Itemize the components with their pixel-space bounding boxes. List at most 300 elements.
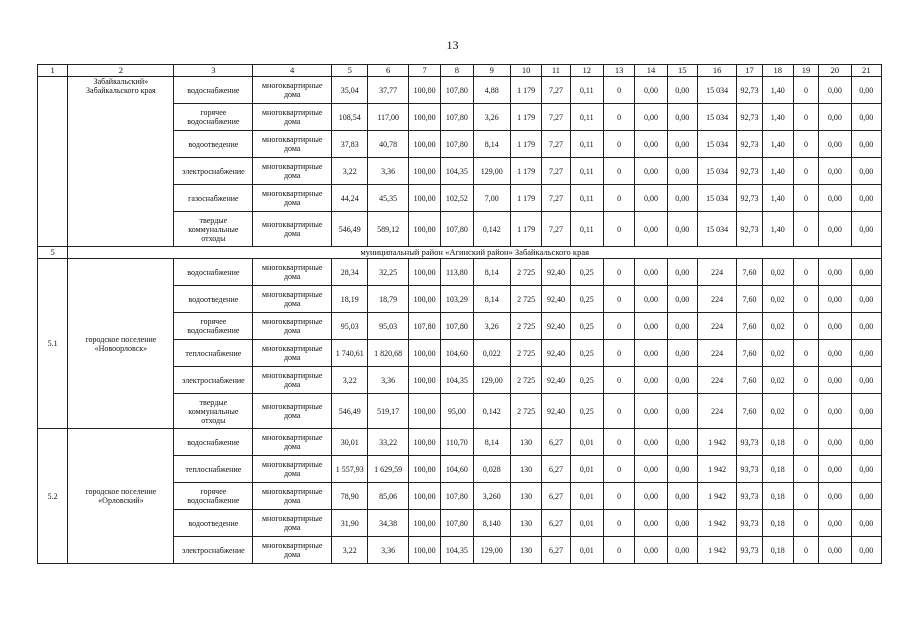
table-cell: 1,40 xyxy=(762,104,793,131)
table-cell: 0,00 xyxy=(851,483,881,510)
table-cell: 7,60 xyxy=(737,259,762,286)
table-cell: 0,00 xyxy=(635,456,667,483)
table-cell: 0,00 xyxy=(851,158,881,185)
table-cell: 104,60 xyxy=(441,456,473,483)
service-type: теплоснабжение xyxy=(174,456,253,483)
table-cell: 2 725 xyxy=(510,286,541,313)
consumer-category: многоквартирные дома xyxy=(253,77,332,104)
column-header: 13 xyxy=(603,65,634,77)
column-header: 17 xyxy=(737,65,762,77)
table-cell: 85,06 xyxy=(368,483,408,510)
service-type: водоотведение xyxy=(174,510,253,537)
table-cell: 0,00 xyxy=(667,483,697,510)
table-cell: 3,26 xyxy=(473,313,510,340)
table-cell: 0,00 xyxy=(667,394,697,429)
table-cell: 0,00 xyxy=(667,340,697,367)
table-cell: 6,27 xyxy=(542,429,570,456)
table-cell: 0 xyxy=(603,367,634,394)
table-cell: 0,02 xyxy=(762,313,793,340)
table-cell: 130 xyxy=(510,537,541,564)
table-cell: 7,60 xyxy=(737,313,762,340)
table-cell: 0 xyxy=(793,158,818,185)
table-cell: 100,00 xyxy=(408,158,440,185)
table-cell: 0,00 xyxy=(635,212,667,247)
table-cell: 0,00 xyxy=(851,259,881,286)
service-type: водоотведение xyxy=(174,286,253,313)
table-cell: 0 xyxy=(793,77,818,104)
table-cell: 0 xyxy=(793,185,818,212)
table-cell: 32,25 xyxy=(368,259,408,286)
service-type: горячее водоснабжение xyxy=(174,483,253,510)
table-cell: 7,27 xyxy=(542,158,570,185)
table-cell: 0 xyxy=(603,483,634,510)
table-cell: 0 xyxy=(793,131,818,158)
table-cell: 100,00 xyxy=(408,394,440,429)
table-cell: 0,18 xyxy=(762,510,793,537)
table-cell: 0,18 xyxy=(762,483,793,510)
table-cell: 0,00 xyxy=(851,131,881,158)
table-cell: 0 xyxy=(603,537,634,564)
table-cell: 2 725 xyxy=(510,313,541,340)
table-cell: 8,14 xyxy=(473,131,510,158)
table-cell: 6,27 xyxy=(542,510,570,537)
table-cell: 7,00 xyxy=(473,185,510,212)
service-type: электроснабжение xyxy=(174,158,253,185)
table-cell: 92,73 xyxy=(737,104,762,131)
table-cell: 0,022 xyxy=(473,340,510,367)
table-cell: 40,78 xyxy=(368,131,408,158)
table-cell: 28,34 xyxy=(332,259,368,286)
table-cell: 100,00 xyxy=(408,286,440,313)
table-cell: 8,14 xyxy=(473,259,510,286)
table-row xyxy=(38,429,882,456)
column-header-row xyxy=(38,65,882,77)
table-cell: 108,54 xyxy=(332,104,368,131)
table-cell: 0,11 xyxy=(570,131,603,158)
table-cell: 1 942 xyxy=(697,456,736,483)
table-cell: 100,00 xyxy=(408,537,440,564)
table-cell: 0,00 xyxy=(667,456,697,483)
table-cell: 0,25 xyxy=(570,286,603,313)
column-header: 9 xyxy=(473,65,510,77)
table-cell: 0,00 xyxy=(635,185,667,212)
table-body xyxy=(38,65,882,564)
table-cell: 0,00 xyxy=(819,483,851,510)
table-cell: 93,73 xyxy=(737,429,762,456)
table-cell: 0,00 xyxy=(851,429,881,456)
table-cell: 100,00 xyxy=(408,185,440,212)
table-cell: 37,83 xyxy=(332,131,368,158)
table-cell: 3,22 xyxy=(332,537,368,564)
service-type: твердые коммунальные отходы xyxy=(174,212,253,247)
table-cell: 100,00 xyxy=(408,212,440,247)
table-cell: 224 xyxy=(697,367,736,394)
table-cell: 0,02 xyxy=(762,286,793,313)
table-cell: 104,35 xyxy=(441,367,473,394)
table-cell: 0,11 xyxy=(570,77,603,104)
table-cell: 104,35 xyxy=(441,158,473,185)
table-cell: 0,00 xyxy=(819,313,851,340)
table-cell: 7,27 xyxy=(542,104,570,131)
table-cell: 0,00 xyxy=(667,313,697,340)
table-cell: 30,01 xyxy=(332,429,368,456)
table-cell: 0,25 xyxy=(570,394,603,429)
table-cell: 0 xyxy=(793,456,818,483)
table-cell: 0,00 xyxy=(819,510,851,537)
table-cell: 0,00 xyxy=(635,313,667,340)
table-cell: 0 xyxy=(603,131,634,158)
table-cell: 15 034 xyxy=(697,212,736,247)
table-cell: 0,142 xyxy=(473,212,510,247)
table-cell: 129,00 xyxy=(473,158,510,185)
table-cell: 0 xyxy=(603,77,634,104)
table-cell: 0,00 xyxy=(667,77,697,104)
column-header: 15 xyxy=(667,65,697,77)
consumer-category: многоквартирные дома xyxy=(253,104,332,131)
table-cell: 78,90 xyxy=(332,483,368,510)
column-header: 5 xyxy=(332,65,368,77)
table-cell: 92,40 xyxy=(542,286,570,313)
table-cell: 0,00 xyxy=(635,340,667,367)
table-cell: 0 xyxy=(793,429,818,456)
table-cell: 103,29 xyxy=(441,286,473,313)
table-cell: 0,00 xyxy=(635,259,667,286)
table-cell: 546,49 xyxy=(332,212,368,247)
table-cell: 7,60 xyxy=(737,286,762,313)
table-cell: 0,00 xyxy=(667,158,697,185)
table-cell: 107,80 xyxy=(408,313,440,340)
table-cell: 0,00 xyxy=(667,104,697,131)
table-cell: 100,00 xyxy=(408,77,440,104)
table-cell: 0 xyxy=(793,212,818,247)
table-cell: 129,00 xyxy=(473,537,510,564)
table-cell: 0,028 xyxy=(473,456,510,483)
service-type: твердые коммунальные отходы xyxy=(174,394,253,429)
table-cell: 92,73 xyxy=(737,212,762,247)
table-cell: 1,40 xyxy=(762,77,793,104)
table-cell: 92,40 xyxy=(542,367,570,394)
table-cell: 92,40 xyxy=(542,340,570,367)
table-cell: 0,00 xyxy=(819,104,851,131)
service-type: горячее водоснабжение xyxy=(174,104,253,131)
table-cell: 0 xyxy=(793,286,818,313)
table-cell: 0,142 xyxy=(473,394,510,429)
consumer-category: многоквартирные дома xyxy=(253,483,332,510)
table-cell: 0 xyxy=(793,313,818,340)
table-cell: 0,00 xyxy=(635,131,667,158)
table-cell: 0,00 xyxy=(667,131,697,158)
table-cell: 93,73 xyxy=(737,537,762,564)
table-cell: 0,00 xyxy=(667,510,697,537)
table-cell: 3,22 xyxy=(332,158,368,185)
consumer-category: многоквартирные дома xyxy=(253,367,332,394)
table-cell: 1 942 xyxy=(697,483,736,510)
table-cell: 2 725 xyxy=(510,259,541,286)
table-cell: 31,90 xyxy=(332,510,368,537)
table-cell: 3,260 xyxy=(473,483,510,510)
table-cell: 0,00 xyxy=(635,394,667,429)
table-cell: 0,00 xyxy=(635,367,667,394)
table-cell: 0,18 xyxy=(762,456,793,483)
table-cell: 7,60 xyxy=(737,394,762,429)
table-cell: 7,60 xyxy=(737,367,762,394)
table-cell: 95,03 xyxy=(332,313,368,340)
table-cell: 104,35 xyxy=(441,537,473,564)
table-cell: 0,00 xyxy=(851,537,881,564)
table-cell: 0,18 xyxy=(762,537,793,564)
table-cell: 0,00 xyxy=(851,212,881,247)
table-cell: 0 xyxy=(793,510,818,537)
table-cell: 0 xyxy=(603,286,634,313)
consumer-category: многоквартирные дома xyxy=(253,456,332,483)
table-cell: 1,40 xyxy=(762,212,793,247)
table-cell: 129,00 xyxy=(473,367,510,394)
table-cell: 0,00 xyxy=(667,185,697,212)
section-title: муниципальный район «Агинский район» Забайкальского края xyxy=(68,247,882,259)
table-cell: 1 179 xyxy=(510,77,541,104)
table-cell: 33,22 xyxy=(368,429,408,456)
table-cell: 0,00 xyxy=(635,158,667,185)
table-cell: 93,73 xyxy=(737,483,762,510)
table-cell: 100,00 xyxy=(408,259,440,286)
table-cell: 0 xyxy=(603,185,634,212)
table-cell: 0,25 xyxy=(570,367,603,394)
table-cell: 34,38 xyxy=(368,510,408,537)
table-cell: 0,00 xyxy=(851,286,881,313)
table-cell: 0 xyxy=(793,104,818,131)
table-cell: 130 xyxy=(510,483,541,510)
table-cell: 92,40 xyxy=(542,394,570,429)
consumer-category: многоквартирные дома xyxy=(253,340,332,367)
consumer-category: многоквартирные дома xyxy=(253,259,332,286)
service-type: электроснабжение xyxy=(174,367,253,394)
table-cell: 130 xyxy=(510,429,541,456)
table-cell: 1 179 xyxy=(510,104,541,131)
table-cell: 7,27 xyxy=(542,131,570,158)
table-cell: 0,00 xyxy=(819,259,851,286)
table-cell: 1 179 xyxy=(510,185,541,212)
row-number xyxy=(38,77,68,247)
table-cell: 0,00 xyxy=(819,185,851,212)
table-cell: 0,01 xyxy=(570,537,603,564)
column-header: 12 xyxy=(570,65,603,77)
table-cell: 100,00 xyxy=(408,483,440,510)
column-header: 7 xyxy=(408,65,440,77)
table-cell: 15 034 xyxy=(697,77,736,104)
table-cell: 0,00 xyxy=(819,158,851,185)
table-cell: 1 942 xyxy=(697,429,736,456)
service-type: водоснабжение xyxy=(174,77,253,104)
table-cell: 0,00 xyxy=(851,367,881,394)
table-cell: 0,00 xyxy=(851,394,881,429)
table-cell: 0,00 xyxy=(819,394,851,429)
consumer-category: многоквартирные дома xyxy=(253,185,332,212)
consumer-category: многоквартирные дома xyxy=(253,394,332,429)
table-cell: 0,00 xyxy=(851,510,881,537)
table-cell: 1,40 xyxy=(762,158,793,185)
table-cell: 95,00 xyxy=(441,394,473,429)
table-cell: 7,27 xyxy=(542,212,570,247)
table-cell: 0,18 xyxy=(762,429,793,456)
table-cell: 6,27 xyxy=(542,456,570,483)
table-cell: 8,140 xyxy=(473,510,510,537)
table-cell: 100,00 xyxy=(408,510,440,537)
column-header: 2 xyxy=(68,65,174,77)
table-cell: 107,80 xyxy=(441,131,473,158)
table-cell: 0,00 xyxy=(851,185,881,212)
table-cell: 1,40 xyxy=(762,131,793,158)
table-cell: 100,00 xyxy=(408,340,440,367)
table-cell: 110,70 xyxy=(441,429,473,456)
service-type: водоотведение xyxy=(174,131,253,158)
table-cell: 93,73 xyxy=(737,456,762,483)
table-cell: 0,02 xyxy=(762,367,793,394)
table-cell: 107,80 xyxy=(441,483,473,510)
table-cell: 0,01 xyxy=(570,429,603,456)
table-cell: 519,17 xyxy=(368,394,408,429)
table-cell: 92,73 xyxy=(737,158,762,185)
column-header: 4 xyxy=(253,65,332,77)
consumer-category: многоквартирные дома xyxy=(253,158,332,185)
table-cell: 44,24 xyxy=(332,185,368,212)
table-cell: 1 820,68 xyxy=(368,340,408,367)
table-cell: 104,60 xyxy=(441,340,473,367)
table-cell: 0,00 xyxy=(667,212,697,247)
section-number: 5 xyxy=(38,247,68,259)
table-cell: 6,27 xyxy=(542,537,570,564)
table-cell: 45,35 xyxy=(368,185,408,212)
table-row xyxy=(38,259,882,286)
service-type: горячее водоснабжение xyxy=(174,313,253,340)
column-header: 18 xyxy=(762,65,793,77)
table-cell: 2 725 xyxy=(510,367,541,394)
table-cell: 130 xyxy=(510,456,541,483)
section-row xyxy=(38,247,882,259)
table-cell: 0,00 xyxy=(819,537,851,564)
table-cell: 7,27 xyxy=(542,77,570,104)
table-cell: 117,00 xyxy=(368,104,408,131)
table-cell: 8,14 xyxy=(473,286,510,313)
table-cell: 0,11 xyxy=(570,212,603,247)
table-cell: 0,00 xyxy=(851,313,881,340)
table-cell: 8,14 xyxy=(473,429,510,456)
table-cell: 0,00 xyxy=(819,340,851,367)
column-header: 10 xyxy=(510,65,541,77)
table-cell: 0 xyxy=(603,313,634,340)
table-cell: 1 179 xyxy=(510,131,541,158)
table-cell: 2 725 xyxy=(510,394,541,429)
service-type: газоснабжение xyxy=(174,185,253,212)
table-cell: 2 725 xyxy=(510,340,541,367)
table-cell: 0 xyxy=(793,259,818,286)
table-cell: 1 629,59 xyxy=(368,456,408,483)
table-cell: 0,00 xyxy=(819,131,851,158)
table-cell: 0,00 xyxy=(819,77,851,104)
table-cell: 100,00 xyxy=(408,104,440,131)
table-cell: 15 034 xyxy=(697,158,736,185)
table-cell: 102,52 xyxy=(441,185,473,212)
table-cell: 0,01 xyxy=(570,510,603,537)
column-header: 14 xyxy=(635,65,667,77)
table-cell: 0 xyxy=(603,212,634,247)
service-type: теплоснабжение xyxy=(174,340,253,367)
table-cell: 0,00 xyxy=(851,456,881,483)
table-cell: 0 xyxy=(793,537,818,564)
table-cell: 0 xyxy=(793,483,818,510)
table-cell: 7,27 xyxy=(542,185,570,212)
table-cell: 0 xyxy=(603,259,634,286)
table-cell: 0,00 xyxy=(819,286,851,313)
column-header: 16 xyxy=(697,65,736,77)
table-cell: 0,00 xyxy=(667,367,697,394)
table-cell: 92,73 xyxy=(737,77,762,104)
table-cell: 1 557,93 xyxy=(332,456,368,483)
table-cell: 15 034 xyxy=(697,104,736,131)
table-cell: 0 xyxy=(603,456,634,483)
table-cell: 0 xyxy=(793,367,818,394)
table-cell: 0,00 xyxy=(819,212,851,247)
table-cell: 0,00 xyxy=(635,77,667,104)
column-header: 8 xyxy=(441,65,473,77)
table-cell: 18,19 xyxy=(332,286,368,313)
table-cell: 1 179 xyxy=(510,212,541,247)
table-cell: 224 xyxy=(697,286,736,313)
table-cell: 224 xyxy=(697,394,736,429)
table-cell: 0,00 xyxy=(635,286,667,313)
column-header: 1 xyxy=(38,65,68,77)
consumer-category: многоквартирные дома xyxy=(253,537,332,564)
table-cell: 589,12 xyxy=(368,212,408,247)
table-cell: 0,25 xyxy=(570,340,603,367)
consumer-category: многоквартирные дома xyxy=(253,429,332,456)
table-cell: 18,79 xyxy=(368,286,408,313)
table-cell: 0,00 xyxy=(851,77,881,104)
table-cell: 107,80 xyxy=(441,77,473,104)
row-number: 5.2 xyxy=(38,429,68,564)
table-cell: 7,60 xyxy=(737,340,762,367)
column-header: 11 xyxy=(542,65,570,77)
table-cell: 0,00 xyxy=(819,456,851,483)
table-cell: 92,40 xyxy=(542,259,570,286)
table-cell: 95,03 xyxy=(368,313,408,340)
table-cell: 3,26 xyxy=(473,104,510,131)
table-cell: 0,01 xyxy=(570,456,603,483)
municipality-name: городское поселение «Орловский» xyxy=(68,429,174,564)
municipality-name: городское поселение «Новоорловск» xyxy=(68,259,174,429)
table-cell: 0,00 xyxy=(635,429,667,456)
column-header: 6 xyxy=(368,65,408,77)
row-number: 5.1 xyxy=(38,259,68,429)
table-cell: 224 xyxy=(697,259,736,286)
table-cell: 224 xyxy=(697,313,736,340)
table-cell: 0,00 xyxy=(819,367,851,394)
service-type: электроснабжение xyxy=(174,537,253,564)
tariff-table xyxy=(37,64,882,564)
table-cell: 107,80 xyxy=(441,212,473,247)
table-cell: 0 xyxy=(603,510,634,537)
table-cell: 0,00 xyxy=(667,286,697,313)
consumer-category: многоквартирные дома xyxy=(253,286,332,313)
table-cell: 0,00 xyxy=(635,483,667,510)
consumer-category: многоквартирные дома xyxy=(253,131,332,158)
table-cell: 100,00 xyxy=(408,131,440,158)
table-cell: 93,73 xyxy=(737,510,762,537)
table-cell: 0,00 xyxy=(667,429,697,456)
table-cell: 92,40 xyxy=(542,313,570,340)
table-cell: 15 034 xyxy=(697,185,736,212)
table-cell: 6,27 xyxy=(542,483,570,510)
table-cell: 100,00 xyxy=(408,456,440,483)
